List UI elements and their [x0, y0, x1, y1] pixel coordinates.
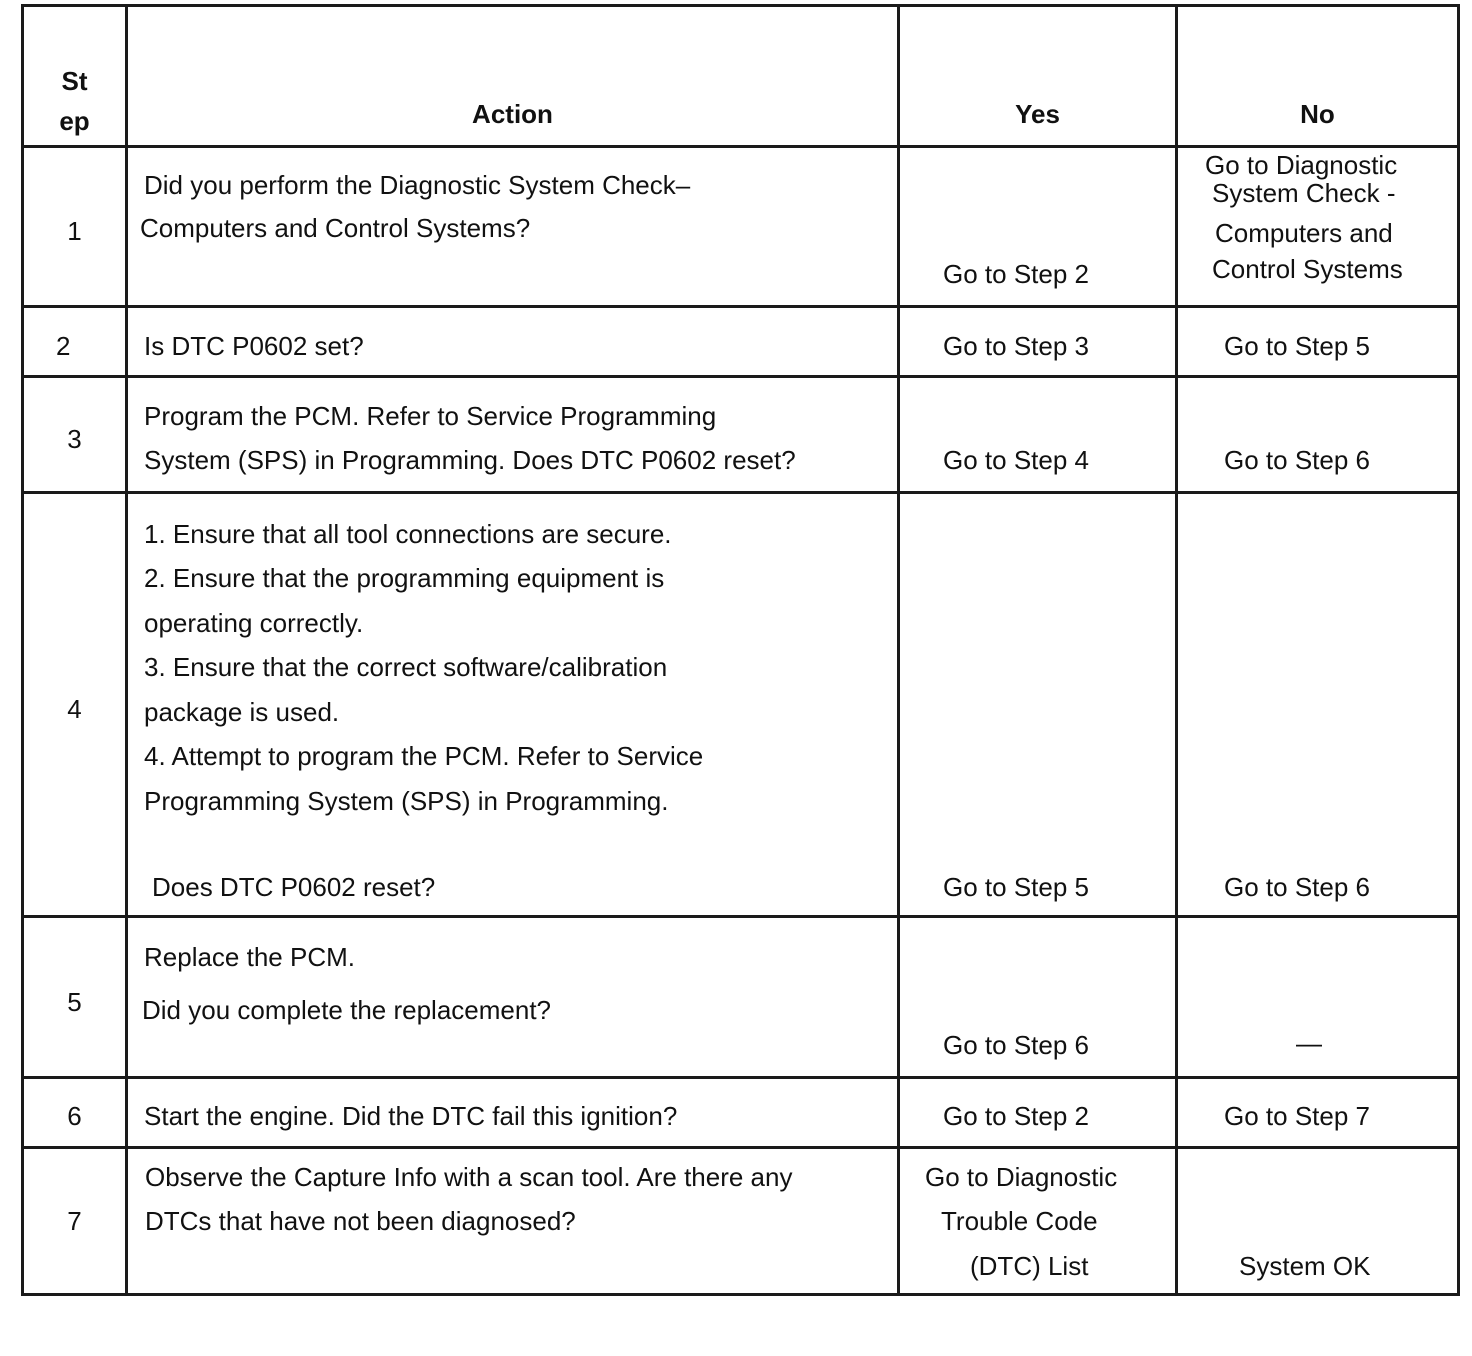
action-text: operating correctly.: [144, 608, 364, 638]
no-text: Control Systems: [1212, 254, 1403, 284]
header-action: [127, 6, 899, 147]
action-cell: [127, 307, 899, 377]
table-row: [23, 377, 1459, 493]
action-cell: [127, 917, 899, 1078]
action-text: Did you complete the replacement?: [142, 995, 552, 1025]
step-number: 3: [67, 424, 82, 454]
no-cell: [1177, 493, 1459, 917]
step-number: 2: [56, 331, 71, 361]
step-cell: [23, 1148, 127, 1295]
yes-cell: [899, 307, 1177, 377]
action-text: 1. Ensure that all tool connections are secure.: [144, 519, 672, 549]
yes-text: (DTC) List: [970, 1251, 1089, 1281]
table-row: [23, 1148, 1459, 1295]
action-text: Programming System (SPS) in Programming.: [144, 786, 669, 816]
table-row: [23, 147, 1459, 307]
action-text: Did you perform the Diagnostic System Check–: [144, 170, 691, 200]
header-no-label: No: [1300, 99, 1335, 129]
action-text: DTCs that have not been diagnosed?: [145, 1206, 576, 1236]
step-number: 7: [67, 1206, 82, 1236]
no-text: —: [1296, 1028, 1322, 1058]
no-cell: [1177, 377, 1459, 493]
yes-cell: [899, 147, 1177, 307]
table-row: [23, 493, 1459, 917]
step-number: 4: [67, 694, 82, 724]
yes-cell: [899, 1078, 1177, 1148]
no-text: Go to Step 6: [1224, 872, 1370, 902]
table-row: [23, 307, 1459, 377]
yes-cell: [899, 493, 1177, 917]
yes-text: Trouble Code: [941, 1206, 1098, 1236]
action-text: 2. Ensure that the programming equipment is: [144, 563, 665, 593]
action-text: package is used.: [144, 697, 340, 727]
header-step-line2: ep: [59, 106, 90, 136]
no-text: Computers and: [1215, 218, 1393, 248]
no-cell: [1177, 1078, 1459, 1148]
yes-cell: [899, 1148, 1177, 1295]
yes-text: Go to Step 2: [943, 259, 1089, 289]
step-cell: [23, 377, 127, 493]
step-cell: [23, 147, 127, 307]
no-text: Go to Diagnostic: [1205, 150, 1398, 180]
step-cell: [23, 307, 127, 377]
action-text: Does DTC P0602 reset?: [152, 872, 436, 902]
action-text: System (SPS) in Programming. Does DTC P0602 reset?: [144, 445, 796, 475]
action-text: 4. Attempt to program the PCM. Refer to Service: [144, 741, 704, 771]
no-cell: [1177, 1148, 1459, 1295]
yes-cell: [899, 377, 1177, 493]
action-text: Is DTC P0602 set?: [144, 331, 364, 361]
no-cell: [1177, 307, 1459, 377]
header-yes-label: Yes: [1015, 99, 1060, 129]
action-cell: [127, 493, 899, 917]
step-number: 5: [67, 987, 82, 1017]
yes-text: Go to Step 2: [943, 1101, 1089, 1131]
table-row: [23, 1078, 1459, 1148]
yes-text: Go to Diagnostic: [925, 1162, 1118, 1192]
yes-text: Go to Step 5: [943, 872, 1089, 902]
step-cell: [23, 493, 127, 917]
action-text: Program the PCM. Refer to Service Programming: [144, 401, 717, 431]
yes-text: Go to Step 4: [943, 445, 1089, 475]
action-text: 3. Ensure that the correct software/calibration: [144, 652, 668, 682]
header-yes: [899, 6, 1177, 147]
action-text: Replace the PCM.: [144, 942, 355, 972]
step-number: 1: [67, 216, 82, 246]
step-cell: [23, 1078, 127, 1148]
action-cell: [127, 147, 899, 307]
header-row: [23, 6, 1459, 147]
no-text: System Check -: [1212, 178, 1396, 208]
diagnostic-table: [21, 4, 1460, 1296]
action-cell: [127, 1148, 899, 1295]
action-cell: [127, 1078, 899, 1148]
no-text: System OK: [1239, 1251, 1371, 1281]
header-step-line1: St: [61, 66, 88, 96]
action-cell: [127, 377, 899, 493]
no-cell: [1177, 147, 1459, 307]
no-text: Go to Step 5: [1224, 331, 1370, 361]
action-text: Computers and Control Systems?: [140, 213, 531, 243]
header-action-label: Action: [472, 99, 553, 129]
step-cell: [23, 917, 127, 1078]
header-no: [1177, 6, 1459, 147]
action-text: Start the engine. Did the DTC fail this ignition?: [144, 1101, 678, 1131]
action-text: Observe the Capture Info with a scan tool. Are there any: [145, 1162, 793, 1192]
no-cell: [1177, 917, 1459, 1078]
no-text: Go to Step 6: [1224, 445, 1370, 475]
yes-text: Go to Step 6: [943, 1030, 1089, 1060]
no-text: Go to Step 7: [1224, 1101, 1370, 1131]
yes-cell: [899, 917, 1177, 1078]
table-row: [23, 917, 1459, 1078]
header-step: [23, 6, 127, 147]
yes-text: Go to Step 3: [943, 331, 1089, 361]
step-number: 6: [67, 1101, 82, 1131]
